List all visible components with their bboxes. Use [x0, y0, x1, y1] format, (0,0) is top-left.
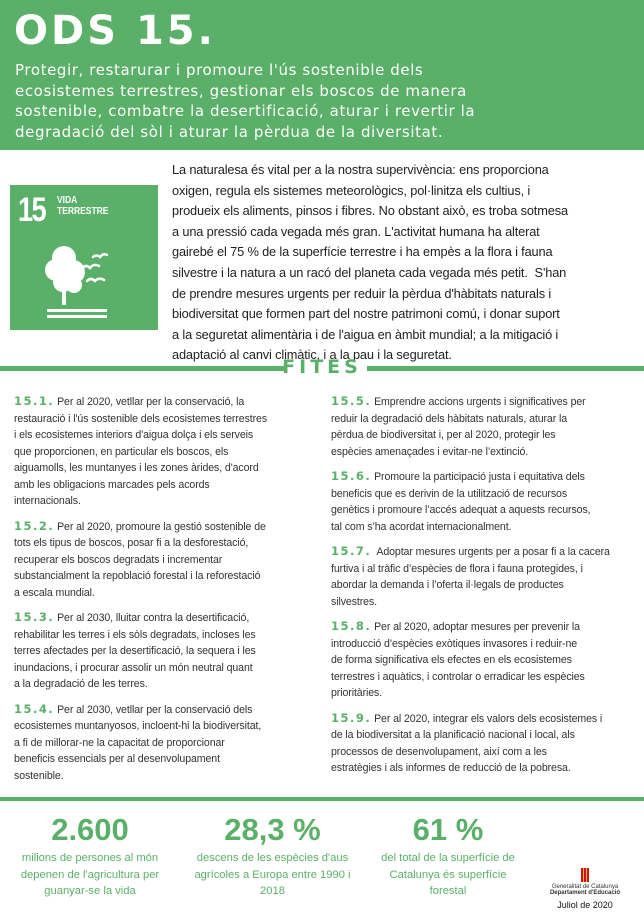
sdg15-logo: [10, 185, 158, 330]
target-text: Per al 2020, adoptar mesures per prevenir la introducció d’espècies exòtiques invasores i reduir-ne de forma significativa els efectes en els ecosistemes terrestres i aquàtics, i controlar o erradicar les espècies prioritàries.: [331, 621, 585, 699]
stat-forest: [368, 812, 528, 900]
dept-name: Departament d'Educació: [549, 890, 621, 896]
target-text: Per al 2020, promoure la gestió sostenible de tots els tipus de boscos, posar fi a la desforestació, recuperar els boscos degradats i incrementar substancialment la repoblació forestal i la reforestació a escala mundial.: [14, 520, 266, 599]
target-item: [14, 518, 324, 602]
target-item: [331, 393, 641, 460]
target-number: 15.9.: [331, 710, 372, 725]
target-text: Per al 2020, integrar els valors dels ecosistemes i de la biodiversitat a la planificació nacional i local, als processos de desenvolupament, així com a les estratègies i als informes de reducció de la pobresa.: [331, 712, 603, 774]
target-number: 15.5.: [331, 394, 372, 408]
target-text: Emprendre accions urgents i significatives per reduir la degradació dels hàbitats naturals, aturar la pèrdua de biodiversitat i, per al 2020, protegir les espècies amenaçades i evitar-ne l’extinció.: [331, 396, 586, 458]
publication-date: Juliol de 2020: [557, 900, 613, 910]
tree-birds-icon: [10, 185, 158, 330]
stat-value: 2.600: [51, 812, 129, 847]
goal-subtitle: Protegir, restarurar i promoure l'ús sostenible dels ecosistemes terrestres, gestionar els boscos de manera sostenible, combatre la desertificació, aturar i revertir la degradació del sòl i aturar la pèrdua de la diversitat.: [15, 61, 476, 141]
gencat-logo: [540, 868, 630, 910]
target-item: [14, 393, 324, 510]
target-item: [331, 710, 641, 777]
target-text: Per al 2020, vetllar per la conservació, la restauració i l'ús sostenible dels ecosistemes terrestres i els ecosistemes interiors d'aigua dolça i els serveis que proporcionen, en particular els boscos, els aiguamolls, les muntanyes i les zones àrides, d'acord amb les obligacions marcades pels acords internacionals.: [14, 396, 268, 507]
header-banner: [0, 0, 644, 150]
target-number: 15.6.: [331, 469, 372, 483]
targets-column-left: [14, 393, 324, 792]
target-item: [331, 543, 641, 610]
stat-birds: [185, 812, 360, 900]
target-number: 15.3.: [14, 610, 55, 624]
intro-paragraph: La naturalesa és vital per a la nostra supervivència: ens proporciona oxigen, regula els sistemes meteorològics, pol·linitza els cultius, i produeix els aliments, pinsos i fibres. No obstant això, es troba sotmesa a una pressió cada vegada més gran. L'activitat humana ha alterat gairebé el 75 % de la superfície terrestre i ha empès a la flora i fauna silvestre i la natura a un racó del planeta cada vegada més petit. S'han de prendre mesures urgents per reduir la pèrdua d'hàbitats naturals i biodiversitat que formen part del nostre patrimoni comú, i donar suport a la seguretat alimentària i de l'aigua en àmbit mundial; a la mitigació i adaptació al canvi climàtic, i a la pau i la seguretat.: [172, 162, 568, 363]
targets-column-right: [331, 393, 641, 785]
stat-description: del total de la superfície de Catalunya és superfície forestal: [381, 852, 515, 897]
divider-bottom: [0, 797, 644, 801]
target-item: [14, 701, 324, 785]
target-number: 15.1.: [14, 394, 55, 408]
target-number: 15.8.: [331, 619, 372, 633]
target-item: [331, 618, 641, 702]
stat-description: milions de persones al món depenen de l'agricultura per guanyar-se la vida: [20, 852, 160, 897]
target-number: 15.2.: [14, 518, 55, 533]
target-number: 15.7.: [331, 544, 372, 558]
senyera-icon: [581, 868, 589, 882]
target-item: [331, 468, 641, 535]
section-heading-fites: FITES: [282, 356, 362, 378]
divider-right: [367, 366, 644, 371]
page-title: ODS 15.: [14, 8, 216, 54]
target-item: [14, 609, 324, 693]
logo-label: VIDA TERRESTRE: [57, 195, 109, 217]
logo-number: 15: [18, 191, 46, 229]
stat-value: 28,3 %: [224, 812, 321, 847]
stat-agriculture: [5, 812, 175, 900]
target-text: Promoure la participació justa i equitativa dels beneficis que es derivin de la utilització de recursos genètics i promoure l’accés adequat a aquests recursos, tal com s’ha acordat internacionalment.: [331, 471, 591, 533]
target-text: Adoptar mesures urgents per a posar fi a la cacera furtiva i al tràfic d’espècies de flora i fauna protegides, i abordar la demanda i l’oferta il·legals de productes silvestres.: [331, 546, 610, 608]
stat-description: descens de les espècies d'aus agrícoles a Europa entre 1990 i 2018: [194, 852, 351, 897]
target-text: Per al 2030, vetllar per la conservació dels ecosistemes muntanyosos, incloent-hi la biodiversitat, a fi de millorar-ne la capacitat de proporcionar beneficis essencials per al desenvolupament sostenible.: [14, 703, 262, 782]
target-text: Per al 2030, lluitar contra la desertificació, rehabilitar les terres i els sòls degradats, incloses les terres afectades per la desertificació, la sequera i les inundacions, i procurar assolir un món neutral quant a la degradació de les terres.: [14, 612, 256, 690]
target-number: 15.4.: [14, 701, 55, 716]
org-name: Generalitat de Catalunya: [551, 884, 619, 890]
stat-value: 61 %: [412, 812, 484, 847]
